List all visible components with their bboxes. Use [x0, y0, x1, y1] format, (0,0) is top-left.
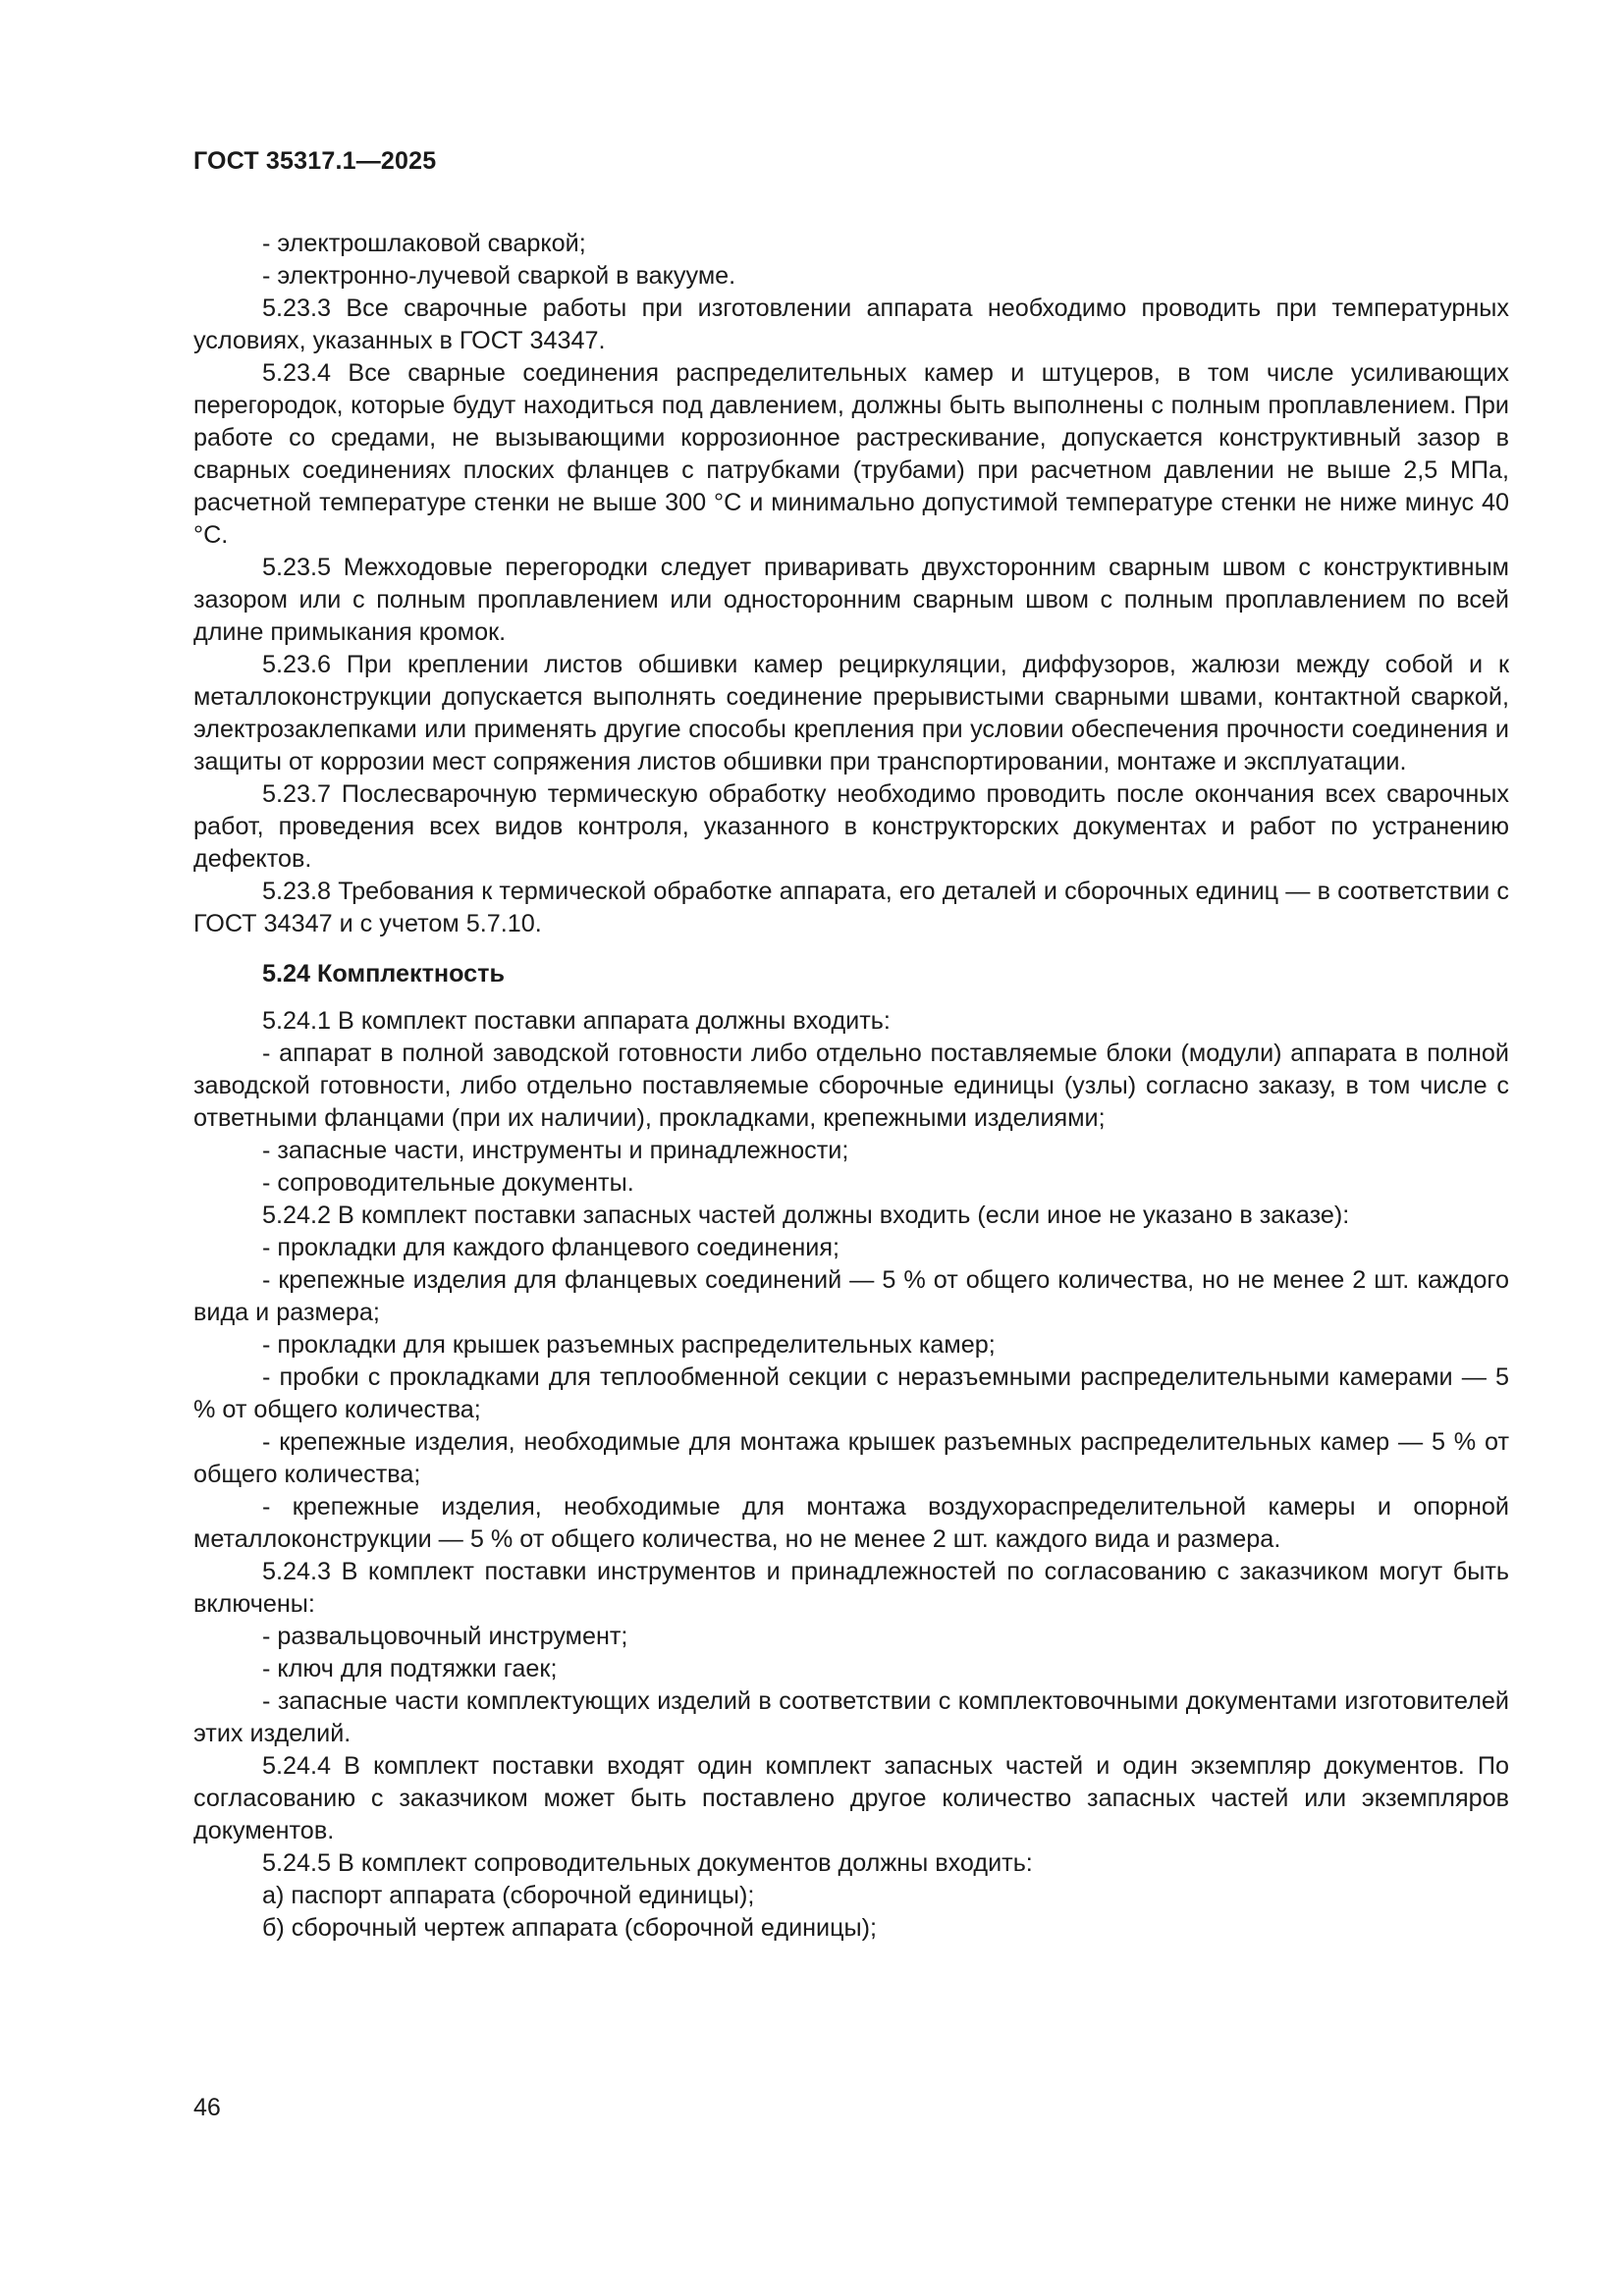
document-header: ГОСТ 35317.1—2025 [193, 147, 437, 175]
list-item: б) сборочный чертеж аппарата (сборочной единицы); [262, 1914, 878, 1942]
list-item: - прокладки для крышек разъемных распределительных камер; [262, 1331, 996, 1359]
clause-paragraph: 5.24.1 В комплект поставки аппарата должны входить: [262, 1007, 891, 1035]
clause-paragraph: 5.23.7 Послесварочную термическую обработку необходимо проводить после окончания всех сварочных работ, проведения всех видов контроля, указанного в конструкторских документах и работ по устранению дефектов. [193, 780, 1509, 873]
list-item: - пробки с прокладками для теплообменной секции с неразъемными распределительными камерами — 5 % от общего количества; [193, 1363, 1509, 1423]
list-item: - сопроводительные документы. [262, 1169, 634, 1197]
document-body [193, 228, 1509, 1945]
list-item: - крепежные изделия, необходимые для монтажа крышек разъемных распределительных камер — 5 % от общего количества; [193, 1428, 1509, 1488]
list-item: - электрошлаковой сваркой; [262, 230, 586, 257]
list-item: - крепежные изделия, необходимые для монтажа воздухораспределительной камеры и опорной металлоконструкции — 5 % от общего количества, но не менее 2 шт. каждого вида и размера. [193, 1493, 1509, 1553]
clause-paragraph: 5.23.3 Все сварочные работы при изготовлении аппарата необходимо проводить при температурных условиях, указанных в ГОСТ 34347. [193, 294, 1509, 354]
clause-paragraph: 5.24.4 В комплект поставки входят один комплект запасных частей и один экземпляр документов. По согласованию с заказчиком может быть поставлено другое количество запасных частей или экземпляров документов. [193, 1752, 1509, 1844]
list-item: - ключ для подтяжки гаек; [262, 1655, 558, 1682]
list-item: а) паспорт аппарата (сборочной единицы); [262, 1882, 755, 1909]
section-heading: 5.24 Комплектность [262, 960, 506, 988]
list-item: - крепежные изделия для фланцевых соединений — 5 % от общего количества, но не менее 2 шт. каждого вида и размера; [193, 1266, 1509, 1326]
clause-paragraph: 5.23.4 Все сварные соединения распределительных камер и штуцеров, в том числе усиливающих перегородок, которые будут находиться под давлением, должны быть выполнены с полным проплавлением. При работе со средами, не вызывающими коррозионное растрескивание, допускается конструктивный зазор в сварных соединениях плоских фланцев с патрубками (трубами) при расчетном давлении не выше 2,5 МПа, расчетной температуре стенки не выше 300 °С и минимально допустимой температуре стенки не ниже минус 40 °С. [193, 359, 1509, 549]
clause-paragraph: 5.23.5 Межходовые перегородки следует приваривать двухсторонним сварным швом с конструктивным зазором или с полным проплавлением или односторонним сварным швом с полным проплавлением по всей длине примыкания кромок. [193, 554, 1509, 646]
clause-paragraph: 5.24.3 В комплект поставки инструментов и принадлежностей по согласованию с заказчиком могут быть включены: [193, 1558, 1509, 1618]
list-item: - развальцовочный инструмент; [262, 1623, 628, 1650]
list-item: - запасные части, инструменты и принадлежности; [262, 1137, 849, 1164]
clause-paragraph: 5.24.5 В комплект сопроводительных документов должны входить: [262, 1849, 1033, 1877]
list-item: - аппарат в полной заводской готовности либо отдельно поставляемые блоки (модули) аппарата в полной заводской готовности, либо отдельно поставляемые сборочные единицы (узлы) согласно заказу, в том числе с ответными фланцами (при их наличии), прокладками, крепежными изделиями; [193, 1040, 1509, 1132]
page-number: 46 [193, 2094, 221, 2121]
clause-paragraph: 5.23.6 При креплении листов обшивки камер рециркуляции, диффузоров, жалюзи между собой и к металлоконструкции допускается выполнять соединение прерывистыми сварными швами, контактной сваркой, электрозаклепками или применять другие способы крепления при условии обеспечения прочности соединения и защиты от коррозии мест сопряжения листов обшивки при транспортировании, монтаже и эксплуатации. [193, 651, 1509, 775]
list-item: - электронно-лучевой сваркой в вакууме. [262, 262, 736, 290]
list-item: - запасные части комплектующих изделий в соответствии с комплектовочными документами изготовителей этих изделий. [193, 1687, 1509, 1747]
clause-paragraph: 5.23.8 Требования к термической обработке аппарата, его деталей и сборочных единиц — в соответствии с ГОСТ 34347 и с учетом 5.7.10. [193, 878, 1509, 937]
list-item: - прокладки для каждого фланцевого соединения; [262, 1234, 839, 1261]
clause-paragraph: 5.24.2 В комплект поставки запасных частей должны входить (если иное не указано в заказе): [262, 1201, 1350, 1229]
